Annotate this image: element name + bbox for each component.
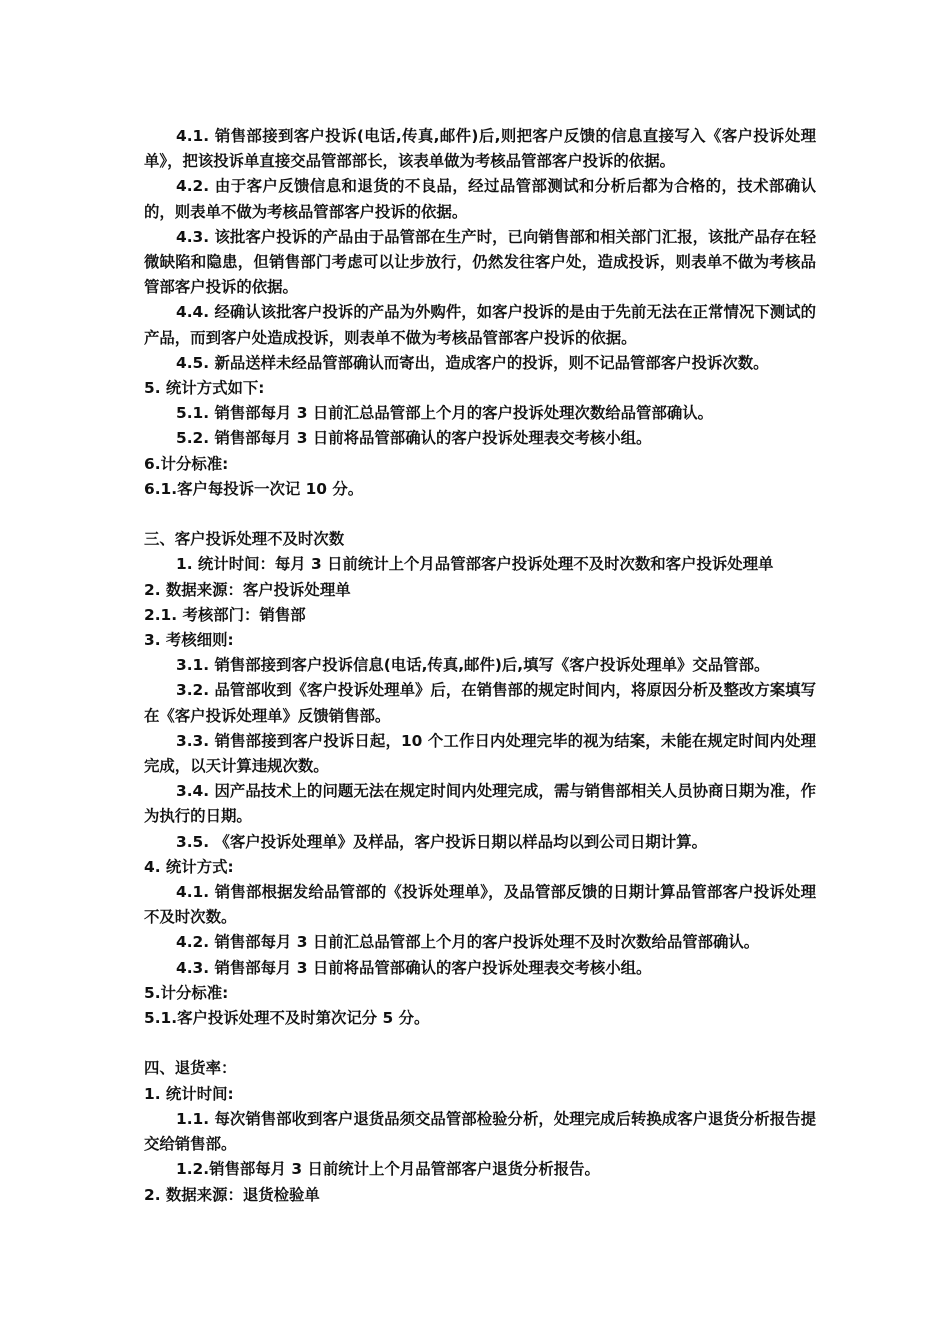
clause-6-1: 6.1.客户每投诉一次记 10 分。 — [144, 479, 364, 498]
clause-5-2: 5.2. 销售部每月 3 日前将品管部确认的客户投诉处理表交考核小组。 — [176, 429, 652, 448]
clause-4-3: 4.3. 该批客户投诉的产品由于品管部在生产时，已向销售部和相关部门汇报，该批产品存在轻微缺陷和隐患，但销售部门考虑可以让步放行，仍然发往客户处，造成投诉，则表单不做为考核品管部客户投诉的依据。 — [144, 227, 816, 297]
clause-4-4: 4.4. 经确认该批客户投诉的产品为外购件，如客户投诉的是由于先前无法在正常情况下测试的产品，而到客户处造成投诉，则表单不做为考核品管部客户投诉的依据。 — [144, 303, 816, 347]
clause-6-heading: 6.计分标准: — [144, 454, 229, 473]
clause-4-5: 4.5. 新品送样未经品管部确认而寄出，造成客户的投诉，则不记品管部客户投诉次数。 — [176, 353, 769, 372]
s3-clause-4-1: 4.1. 销售部根据发给品管部的《投诉处理单》，及品管部反馈的日期计算品管部客户投诉处理不及时次数。 — [144, 883, 816, 927]
s3-clause-3: 3. 考核细则: — [144, 631, 234, 650]
clause-5-heading: 5. 统计方式如下: — [144, 379, 265, 398]
s3-clause-3-1: 3.1. 销售部接到客户投诉信息(电话,传真,邮件)后,填写《客户投诉处理单》交品管部。 — [176, 656, 770, 675]
section-4-title: 四、退货率： — [144, 1059, 237, 1078]
s4-clause-1-1: 1.1. 每次销售部收到客户退货品须交品管部检验分析，处理完成后转换成客户退货分析报告提交给销售部。 — [144, 1109, 816, 1154]
s3-clause-4-3: 4.3. 销售部每月 3 日前将品管部确认的客户投诉处理表交考核小组。 — [176, 958, 652, 977]
s3-clause-2-1: 2.1. 考核部门：销售部 — [144, 605, 306, 624]
s4-clause-1-2: 1.2.销售部每月 3 日前统计上个月品管部客户退货分析报告。 — [176, 1160, 600, 1179]
s4-clause-2: 2. 数据来源：退货检验单 — [144, 1185, 320, 1204]
s3-clause-5: 5.计分标准: — [144, 983, 229, 1002]
clause-4-2: 4.2. 由于客户反馈信息和退货的不良品，经过品管部测试和分析后都为合格的，技术部确认的，则表单不做为考核品管部客户投诉的依据。 — [144, 177, 816, 221]
s4-clause-1: 1. 统计时间: — [144, 1084, 234, 1103]
spacer — [144, 1031, 816, 1056]
section-3-title: 三、客户投诉处理不及时次数 — [144, 530, 345, 549]
s3-clause-3-2: 3.2. 品管部收到《客户投诉处理单》后，在销售部的规定时间内，将原因分析及整改方案填写在《客户投诉处理单》反馈销售部。 — [144, 681, 816, 725]
document-body — [144, 124, 816, 1208]
s3-clause-3-5: 3.5. 《客户投诉处理单》及样品，客户投诉日期以样品均以到公司日期计算。 — [176, 832, 707, 851]
s3-clause-1: 1. 统计时间：每月 3 日前统计上个月品管部客户投诉处理不及时次数和客户投诉处理单 — [176, 555, 774, 574]
s3-clause-3-4: 3.4. 因产品技术上的问题无法在规定时间内处理完成，需与销售部相关人员协商日期为准，作为执行的日期。 — [144, 782, 816, 826]
clause-5-1: 5.1. 销售部每月 3 日前汇总品管部上个月的客户投诉处理次数给品管部确认。 — [176, 404, 714, 423]
s3-clause-3-3: 3.3. 销售部接到客户投诉日起，10 个工作日内处理完毕的视为结案，未能在规定时间内处理完成，以天计算违规次数。 — [144, 731, 816, 776]
s3-clause-4-2: 4.2. 销售部每月 3 日前汇总品管部上个月的客户投诉处理不及时次数给品管部确认。 — [176, 933, 760, 952]
s3-clause-4: 4. 统计方式: — [144, 857, 234, 876]
s3-clause-2: 2. 数据来源：客户投诉处理单 — [144, 580, 351, 599]
s3-clause-5-1: 5.1.客户投诉处理不及时第次记分 5 分。 — [144, 1009, 430, 1028]
spacer — [144, 502, 816, 527]
clause-4-1: 4.1. 销售部接到客户投诉(电话,传真,邮件)后,则把客户反馈的信息直接写入《客户投诉处理单》，把该投诉单直接交品管部部长，该表单做为考核品管部客户投诉的依据。 — [144, 127, 816, 171]
